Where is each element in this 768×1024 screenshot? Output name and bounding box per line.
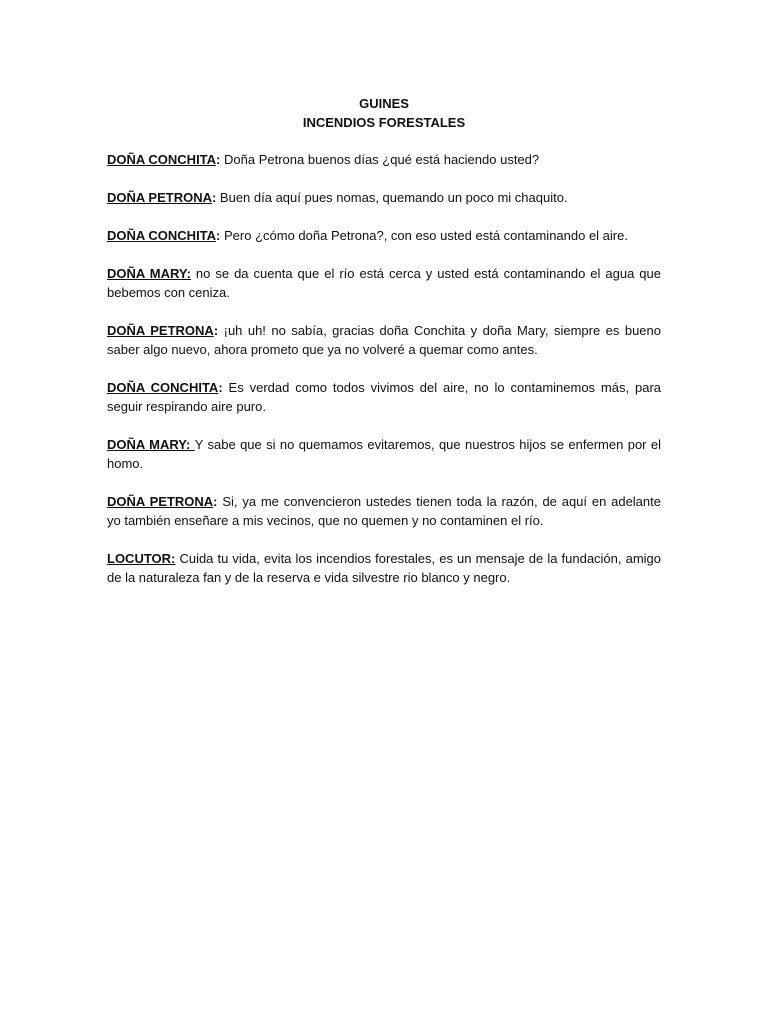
line-text: no se da cuenta que el río está cerca y usted está contaminando el agua que bebemos con ceniza. xyxy=(107,266,661,300)
line-text: Pero ¿cómo doña Petrona?, con eso usted está contaminando el aire. xyxy=(220,228,628,243)
line-text: Doña Petrona buenos días ¿qué está haciendo usted? xyxy=(220,152,540,167)
speaker-name: DOÑA CONCHITA xyxy=(107,380,219,395)
line-text: ¡uh uh! no sabía, gracias doña Conchita y doña Mary, siempre es bueno saber algo nuevo, ahora prometo que ya no volveré a quemar como antes. xyxy=(107,323,661,357)
dialogue-line xyxy=(107,264,661,302)
speaker-colon: : xyxy=(213,323,219,338)
dialogue-line xyxy=(107,321,661,359)
document-subtitle: INCENDIOS FORESTALES xyxy=(302,115,466,130)
speaker-name: DOÑA PETRONA xyxy=(107,190,212,205)
line-text: Si, ya me convencieron ustedes tienen toda la razón, de aquí en adelante yo también enseñare a mis vecinos, que no quemen y no contaminen el río. xyxy=(107,494,661,528)
speaker-name: LOCUTOR: xyxy=(107,551,176,566)
speaker-name: DOÑA MARY: xyxy=(107,437,195,452)
dialogue-line xyxy=(107,188,661,207)
dialogue-body xyxy=(107,150,661,606)
line-text: Cuida tu vida, evita los incendios forestales, es un mensaje de la fundación, amigo de la naturaleza fan y de la reserva e vida silvestre rio blanco y negro. xyxy=(107,551,661,585)
speaker-name: DOÑA PETRONA xyxy=(107,494,214,509)
speaker-colon: : xyxy=(216,152,221,167)
line-text: Buen día aquí pues nomas, quemando un poco mi chaquito. xyxy=(216,190,568,205)
dialogue-line xyxy=(107,492,661,530)
speaker-colon: : xyxy=(213,494,218,509)
document-title: GUINES xyxy=(359,96,409,111)
title-block xyxy=(107,94,661,132)
speaker-colon: : xyxy=(218,380,223,395)
speaker-name: DOÑA CONCHITA xyxy=(107,228,217,243)
dialogue-line xyxy=(107,435,661,473)
dialogue-line xyxy=(107,378,661,416)
dialogue-line xyxy=(107,549,661,587)
speaker-colon: : xyxy=(211,190,217,205)
speaker-name: DOÑA PETRONA xyxy=(107,323,214,338)
line-text: Y sabe que si no quemamos evitaremos, que nuestros hijos se enfermen por el homo. xyxy=(107,437,661,471)
dialogue-line xyxy=(107,150,661,169)
speaker-name: DOÑA MARY: xyxy=(107,266,191,281)
dialogue-line xyxy=(107,226,661,245)
line-text: Es verdad como todos vivimos del aire, no lo contaminemos más, para seguir respirando aire puro. xyxy=(107,380,662,414)
speaker-colon: : xyxy=(216,228,221,243)
speaker-name: DOÑA CONCHITA xyxy=(107,152,217,167)
